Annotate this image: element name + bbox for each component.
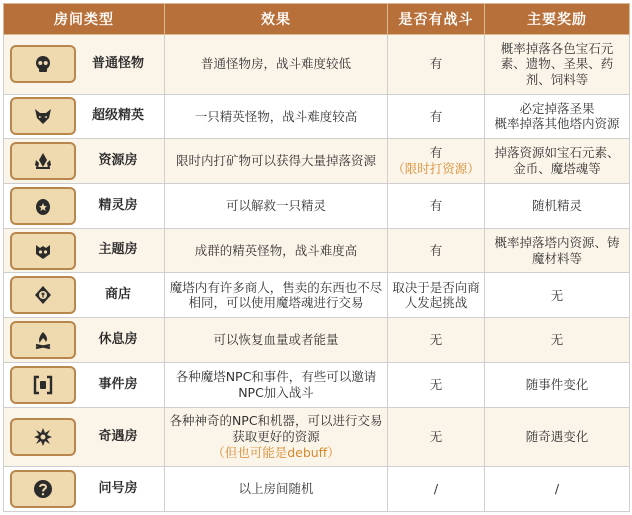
burst-star-icon <box>33 427 53 447</box>
reward-text: 随奇遇变化 <box>525 429 589 445</box>
monster-face-icon <box>33 241 53 261</box>
effect-text: 限时内打矿物可以获得大量掉落资源 <box>175 153 376 169</box>
room-name: 奇遇房 <box>98 428 138 444</box>
room-badge <box>10 418 76 456</box>
reward-cell <box>485 94 630 139</box>
effect-cell <box>165 35 388 95</box>
room-type-cell <box>4 228 165 273</box>
battle-text: 有 <box>429 242 443 258</box>
room-name: 事件房 <box>98 376 138 392</box>
room-badge <box>10 470 76 508</box>
battle-cell <box>388 35 485 95</box>
battle-cell <box>388 139 485 184</box>
effect-note: （但也可能是debuff） <box>212 444 340 460</box>
battle-cell <box>388 228 485 273</box>
room-types-table <box>3 3 630 512</box>
reward-cell <box>485 318 630 363</box>
effect-cell <box>165 318 388 363</box>
battle-cell <box>388 94 485 139</box>
reward-cell <box>485 407 630 467</box>
battle-text: 无 <box>429 429 443 445</box>
battle-cell <box>388 318 485 363</box>
reward-cell <box>485 183 630 228</box>
room-badge <box>10 366 76 404</box>
effect-text: 可以解救一只精灵 <box>225 198 326 214</box>
reward-cell <box>485 362 630 407</box>
room-name: 问号房 <box>98 480 138 496</box>
effect-cell <box>165 139 388 184</box>
room-type-cell <box>4 35 165 95</box>
effect-text: 成群的精英怪物，战斗难度高 <box>194 242 358 258</box>
table-row <box>4 228 630 273</box>
table-row <box>4 139 630 184</box>
room-badge <box>10 187 76 225</box>
effect-text: 可以恢复血量或者能量 <box>213 332 339 348</box>
battle-text: 有 <box>429 145 443 161</box>
effect-cell <box>165 467 388 512</box>
room-type-cell <box>4 467 165 512</box>
room-name: 普通怪物 <box>91 56 144 72</box>
room-type-cell <box>4 407 165 467</box>
battle-cell <box>388 467 485 512</box>
room-badge <box>10 321 76 359</box>
battle-cell <box>388 183 485 228</box>
table-row <box>4 407 630 467</box>
spirit-egg-icon <box>33 196 53 216</box>
battle-text: 无 <box>429 376 443 392</box>
reward-text: / <box>554 481 560 497</box>
room-type-cell <box>4 94 165 139</box>
reward-text: 掉落资源如宝石元素、金币、魔塔魂等 <box>494 145 620 177</box>
room-badge <box>10 45 76 83</box>
battle-cell <box>388 273 485 318</box>
reward-text: 概率掉落塔内资源、铸魔材料等 <box>494 234 620 266</box>
reward-text: 必定掉落圣果 概率掉落其他塔内资源 <box>494 100 620 132</box>
effect-text: 各种神奇的NPC和机器，可以进行交易获取更好的资源 <box>169 413 383 445</box>
room-badge <box>10 97 76 135</box>
header-battle: 是否有战斗 <box>388 4 485 35</box>
effect-cell <box>165 273 388 318</box>
skull-icon <box>33 54 53 74</box>
effect-cell <box>165 94 388 139</box>
question-icon <box>33 479 53 499</box>
effect-text: 普通怪物房，战斗难度较低 <box>200 56 351 72</box>
header-effect: 效果 <box>165 4 388 35</box>
room-name: 精灵房 <box>98 197 138 213</box>
room-name: 休息房 <box>98 331 138 347</box>
room-name: 商店 <box>104 287 131 303</box>
effect-cell <box>165 362 388 407</box>
table-row <box>4 362 630 407</box>
table-row <box>4 35 630 95</box>
effect-text: 以上房间随机 <box>238 481 314 497</box>
effect-text: 各种魔塔NPC和事件，有些可以邀请NPC加入战斗 <box>175 369 377 400</box>
room-name: 超级精英 <box>91 108 144 124</box>
battle-note: （限时打资源） <box>392 161 480 177</box>
battle-text: 有 <box>429 56 443 72</box>
header-reward: 主要奖励 <box>485 4 630 35</box>
room-type-cell <box>4 139 165 184</box>
battle-text: 取决于是否向商人发起挑战 <box>392 279 480 311</box>
reward-text: 随事件变化 <box>525 376 589 392</box>
effect-text: 一只精英怪物，战斗难度较高 <box>194 108 358 124</box>
battle-text: / <box>433 481 439 497</box>
crystal-icon <box>33 151 53 171</box>
reward-cell <box>485 467 630 512</box>
table-row <box>4 318 630 363</box>
effect-text: 魔塔内有许多商人，售卖的东西也不尽相同，可以使用魔塔魂进行交易 <box>169 279 383 311</box>
room-name: 资源房 <box>98 152 138 168</box>
reward-text: 无 <box>550 332 564 348</box>
battle-text: 有 <box>429 108 443 124</box>
table-header-row <box>4 4 630 35</box>
reward-text: 概率掉落各色宝石元素、遗物、圣果、药剂、饲料等 <box>500 40 614 88</box>
table-row <box>4 273 630 318</box>
header-room-type: 房间类型 <box>4 4 165 35</box>
room-badge <box>10 276 76 314</box>
battle-cell <box>388 362 485 407</box>
room-type-cell <box>4 318 165 363</box>
campfire-icon <box>33 330 53 350</box>
effect-cell <box>165 407 388 467</box>
table-row <box>4 94 630 139</box>
room-type-cell <box>4 362 165 407</box>
table-row <box>4 467 630 512</box>
battle-cell <box>388 407 485 467</box>
reward-text: 随机精灵 <box>531 198 582 214</box>
reward-cell <box>485 35 630 95</box>
effect-cell <box>165 183 388 228</box>
event-bracket-icon <box>33 375 53 395</box>
table-row <box>4 183 630 228</box>
battle-text: 无 <box>429 332 443 348</box>
reward-cell <box>485 139 630 184</box>
room-type-cell <box>4 273 165 318</box>
room-name: 主题房 <box>98 242 138 258</box>
reward-cell <box>485 228 630 273</box>
room-badge <box>10 232 76 270</box>
room-type-cell <box>4 183 165 228</box>
demon-face-icon <box>33 106 53 126</box>
reward-cell <box>485 273 630 318</box>
room-badge <box>10 142 76 180</box>
reward-text: 无 <box>550 287 564 303</box>
battle-text: 有 <box>429 198 443 214</box>
effect-cell <box>165 228 388 273</box>
shop-coin-icon <box>33 285 53 305</box>
